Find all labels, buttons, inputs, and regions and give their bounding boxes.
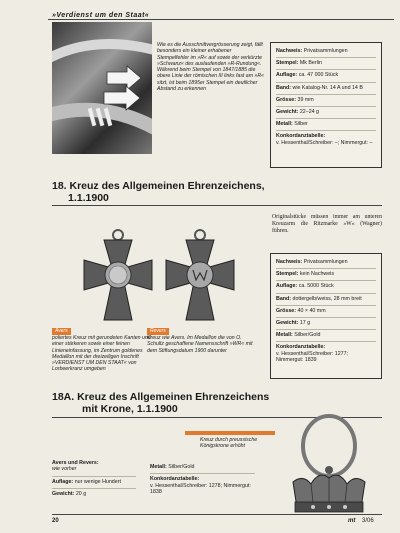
section-18a-title-line2: mit Krone, 1.1.1900: [82, 402, 178, 415]
revers-tag: Revers: [147, 328, 169, 335]
crown-caption: Kreuz durch preussische Königskrone erhöht: [200, 437, 258, 450]
revers-caption: Kreuz wie Avers. Im Medaillon die von O. Schultz geschaffene Namensschrift »WR« mit dem Stiftungsdatum 1900 darunter: [147, 335, 253, 354]
section-18-title-line2: 1.1.1900: [68, 191, 109, 204]
detail-photo: [52, 22, 152, 154]
section-18-title: [52, 181, 265, 204]
info-box-top: [270, 42, 382, 168]
info-row-band: Band: dottergelb/weiss, 28 mm breit: [276, 294, 376, 306]
info-row-metall: Metall: Silber: [276, 119, 376, 131]
info-row-band: Band: wie Katalog-Nr. 14 A und 14 B: [276, 83, 376, 95]
cross-revers-image: [160, 228, 240, 328]
info-row-nachweis: Nachweis: Privatsammlungen: [276, 46, 376, 58]
section-18a-left-details: [52, 458, 136, 500]
info-row-groesse: Grösse: 40 × 40 mm: [276, 306, 376, 318]
footer-rule: [52, 514, 382, 515]
avers-caption: poliertes Kreuz mit gerundeten Kanten und einer stärkeren sowie einer feinen Linieneinfassung, im Zentrum goldenes Medaillon mit der dreizeiligen Inschrift »VERDIENST UM DEN STAAT« von Lorbeerkranz umgeben: [52, 335, 151, 373]
crown-image: [283, 412, 375, 516]
detail-auflage: Auflage: nur wenige Hundert: [52, 477, 136, 489]
info-row-gewicht: Gewicht: 22–24 g: [276, 107, 376, 119]
section-18-title-line1: 18. Kreuz des Allgemeinen Ehrenzeichens,: [52, 180, 265, 192]
info-row-metall: Metall: Silber/Gold: [276, 330, 376, 342]
info-row-stempel: Stempel: kein Nachweis: [276, 269, 376, 281]
section-18-rule: [52, 205, 382, 206]
info-row-nachweis: Nachweis: Privatsammlungen: [276, 257, 376, 269]
info-row-konkordanz: Konkordanztabelle: v. Hessenthal/Schreiber: 1277; Nimmergut: 1839: [276, 344, 349, 363]
crown-caption-bar: [185, 431, 275, 435]
info-row-konkordanz: Konkordanztabelle: v. Hessenthal/Schreiber: –; Nimmergut: –: [276, 133, 373, 146]
detail-metall: Metall: Silber/Gold: [150, 462, 255, 474]
section-18a-right-details: [150, 462, 255, 498]
section-18a-title-line1: 18A. Kreuz des Allgemeinen Ehrenzeichens: [52, 391, 270, 403]
detail-avers-revers: Avers und Revers: wie vorher: [52, 458, 136, 477]
info-box-18: [270, 253, 382, 379]
info-row-auflage: Auflage: ca. 5000 Stück: [276, 281, 376, 293]
detail-caption: Wie es die Ausschnittvergrösserung zeigt, fällt besonders ein kleiner erhabener Stempelfehler im »R« auf sowie der verkürzte »Schwanz« des auslaufenden »R-Rundung«. Während beim Stempel von 1847/1885 die obere Linie der römischen III links fast am »R« sitzt, ist beim 1895er Stempel ein deutlicher Abstand zu erkennen: [157, 42, 264, 93]
info-row-stempel: Stempel: Mk Berlin: [276, 58, 376, 70]
magazine-name: mt: [348, 518, 356, 524]
page-number: 20: [52, 518, 59, 524]
avers-tag: Avers: [52, 328, 71, 335]
info-row-gewicht: Gewicht: 17 g: [276, 318, 376, 330]
section-18-note: Originalstücke müssen immer am unteren Kreuzarm die Ritzmarke »W« (Wagner) führen.: [272, 214, 382, 234]
detail-konkordanz: Konkordanztabelle: v. Hessenthal/Schreiber: 1278; Nimmergut: 1838: [150, 476, 251, 495]
detail-gewicht: Gewicht: 20 g: [52, 490, 87, 497]
running-title: »Verdienst um den Staat«: [52, 12, 153, 19]
detail-photo-graphic: [52, 22, 152, 154]
info-row-groesse: Grösse: 39 mm: [276, 95, 376, 107]
info-row-auflage: Auflage: ca. 47 000 Stück: [276, 70, 376, 82]
cross-avers-image: [78, 228, 158, 328]
issue-number: 3/06: [362, 518, 374, 524]
section-18a-title: [52, 392, 269, 415]
header-rule: [48, 19, 394, 20]
